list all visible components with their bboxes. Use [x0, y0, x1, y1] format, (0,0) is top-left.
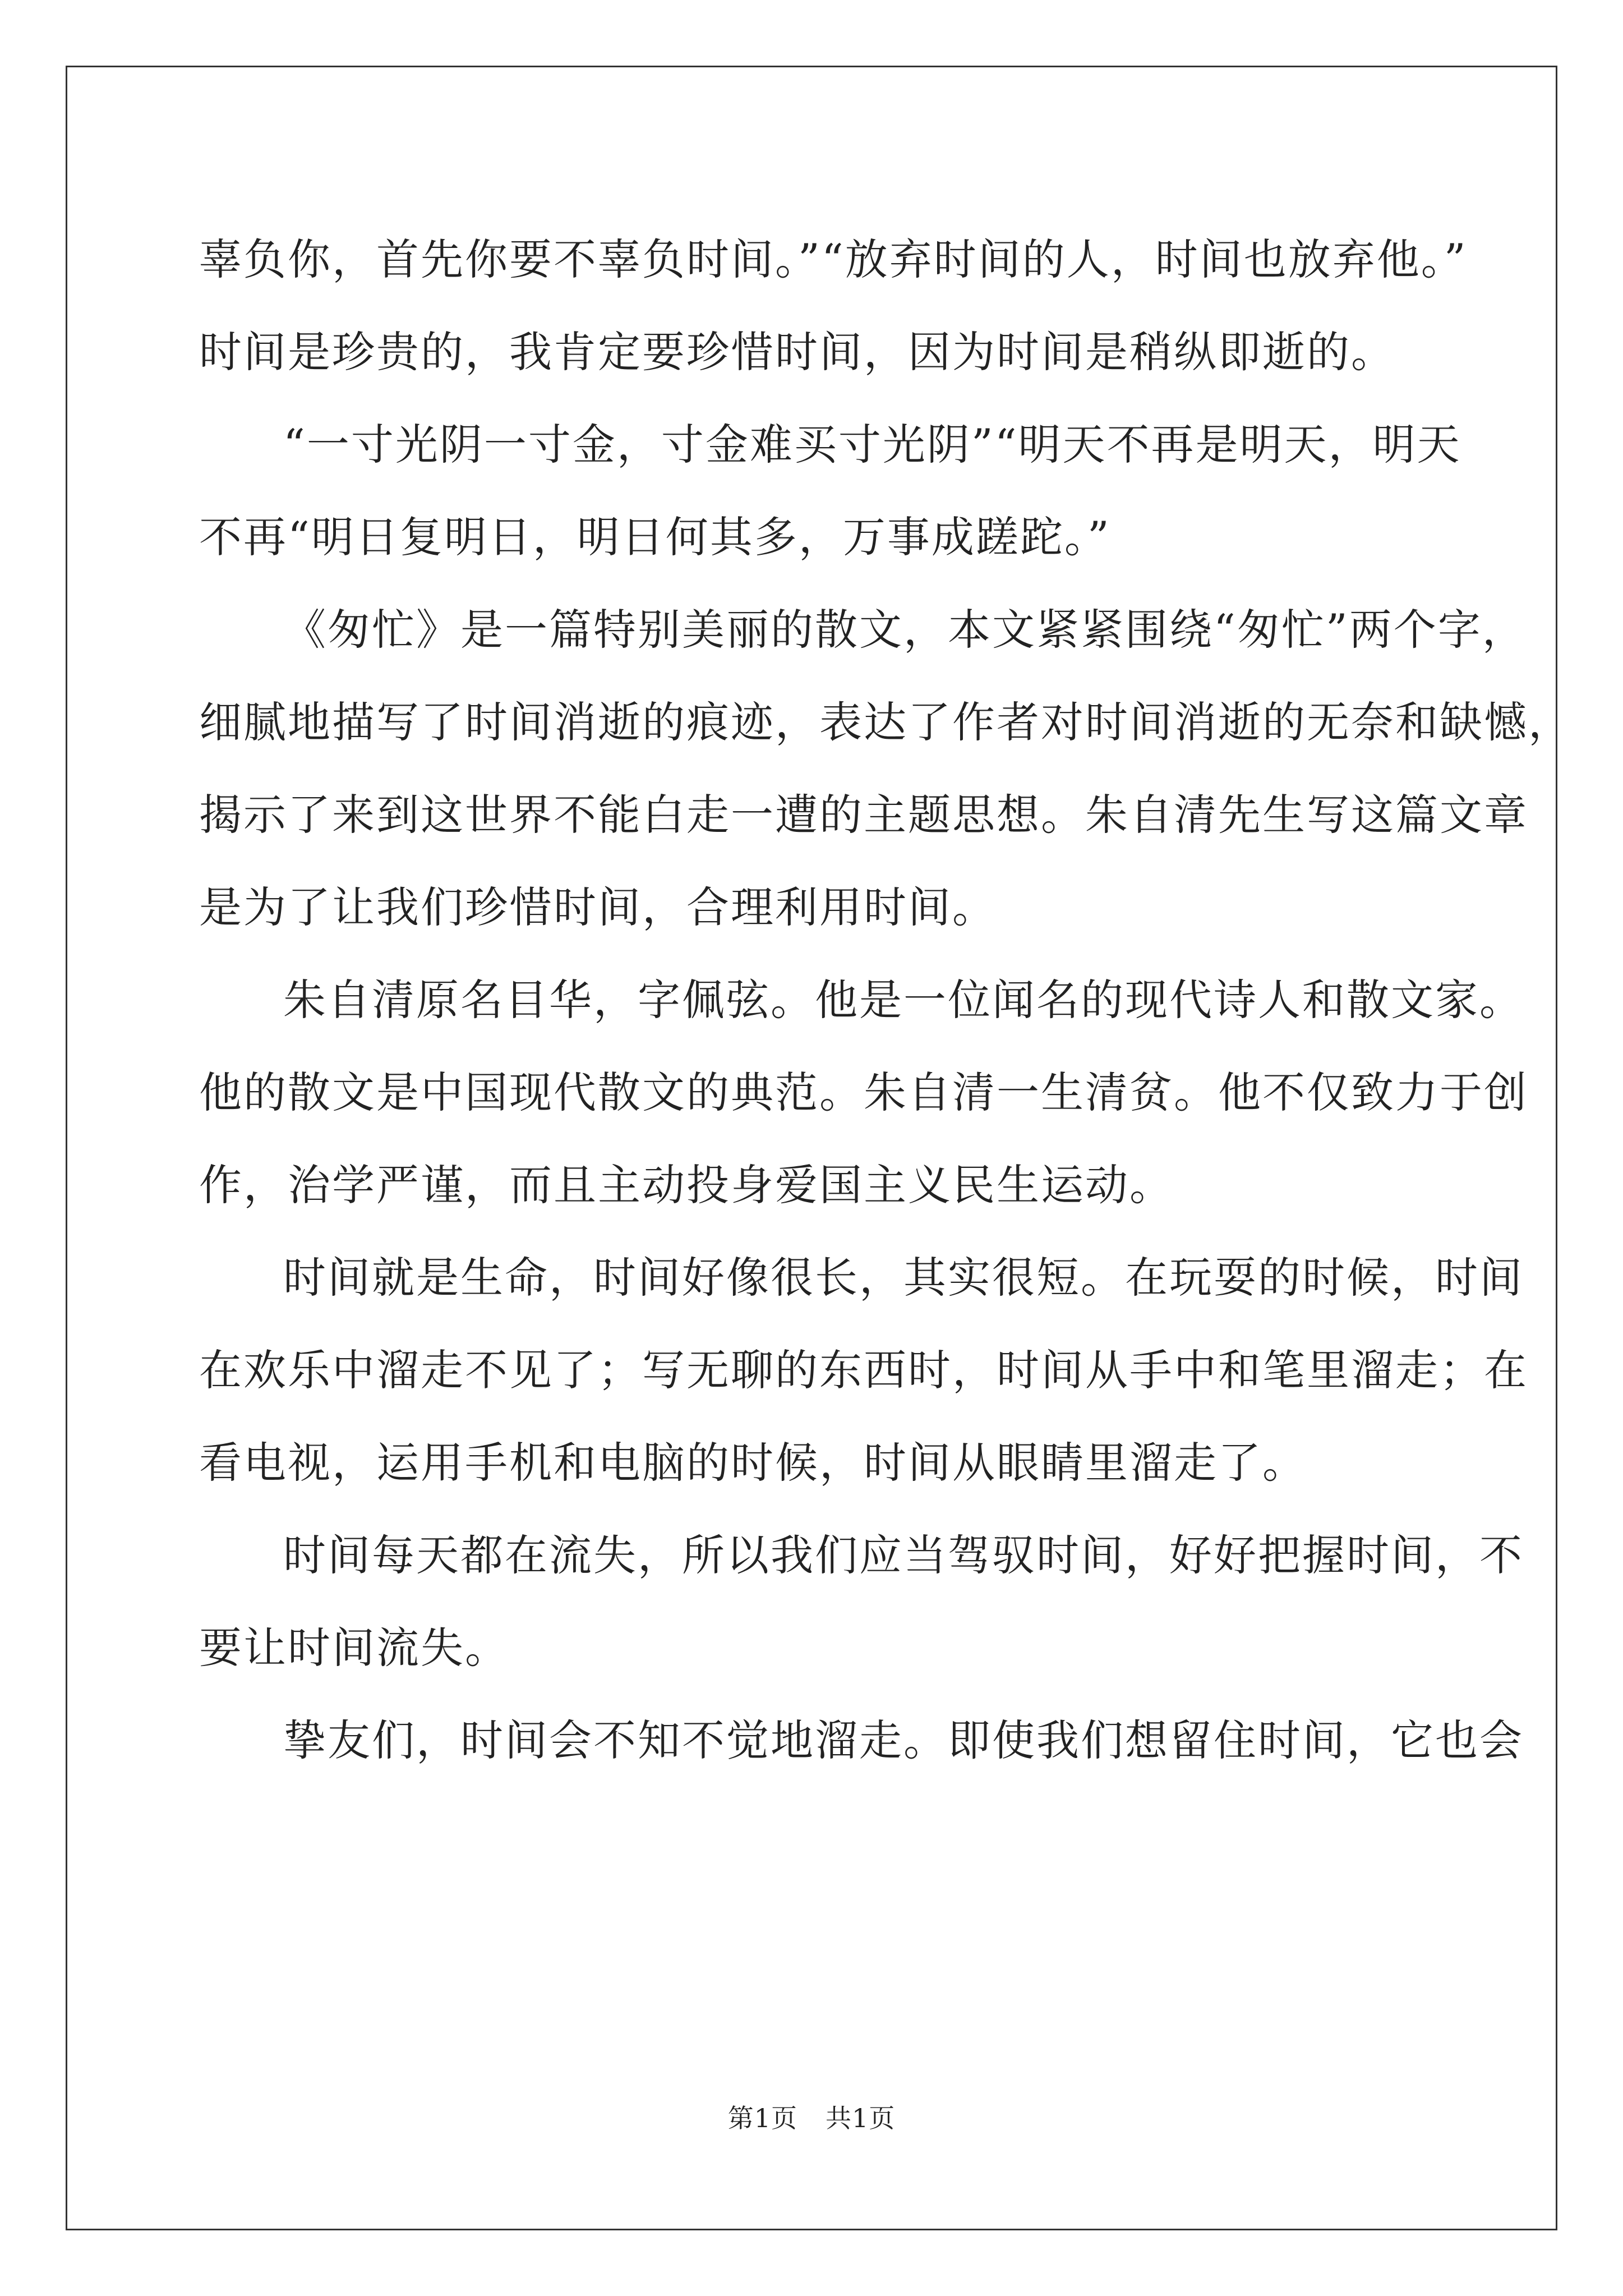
paragraph-line: 细腻地描写了时间消逝的痕迹，表达了作者对时间消逝的无奈和缺憾， [199, 697, 1573, 747]
paragraph-line: 辜负你，首先你要不辜负时间。”“放弃时间的人，时间也放弃他。” [199, 234, 1468, 284]
paragraph-line: 他的散文是中国现代散文的典范。朱自清一生清贫。他不仅致力于创 [199, 1068, 1528, 1117]
paragraph-first-line: 时间每天都在流失，所以我们应当驾驭时间，好好把握时间，不 [283, 1530, 1524, 1580]
paragraph-line: 揭示了来到这世界不能白走一遭的主题思想。朱自清先生写这篇文章 [199, 790, 1528, 840]
paragraph-first-line: “一寸光阴一寸金，寸金难买寸光阴”“明天不再是明天，明天 [283, 420, 1461, 470]
page-footer [0, 2098, 1623, 2135]
total-pages: 共1页 [826, 2103, 896, 2133]
paragraph-line: 是为了让我们珍惜时间，合理利用时间。 [199, 882, 997, 932]
document-body [199, 213, 1573, 1787]
paragraph-line: 时间是珍贵的，我肯定要珍惜时间，因为时间是稍纵即逝的。 [199, 327, 1395, 377]
paragraph-first-line: 挚友们，时间会不知不觉地溜走。即使我们想留住时间，它也会 [283, 1715, 1524, 1765]
paragraph-line: 在欢乐中溜走不见了；写无聊的东西时，时间从手中和笔里溜走；在 [199, 1345, 1528, 1395]
paragraph-line: 要让时间流失。 [199, 1623, 509, 1673]
paragraph-first-line: 《匆忙》是一篇特别美丽的散文，本文紧紧围绕“匆忙”两个字， [283, 605, 1527, 655]
paragraph-line: 看电视，运用手机和电脑的时候，时间从眼睛里溜走了。 [199, 1438, 1307, 1488]
paragraph-first-line: 朱自清原名目华，字佩弦。他是一位闻名的现代诗人和散文家。 [283, 975, 1524, 1025]
page-number: 第1页 [727, 2103, 797, 2133]
paragraph-first-line: 时间就是生命，时间好像很长，其实很短。在玩耍的时候，时间 [283, 1253, 1524, 1303]
paragraph-line: 作，治学严谨，而且主动投身爱国主义民生运动。 [199, 1160, 1174, 1210]
paragraph-line: 不再“明日复明日，明日何其多，万事成蹉跎。” [199, 512, 1111, 562]
